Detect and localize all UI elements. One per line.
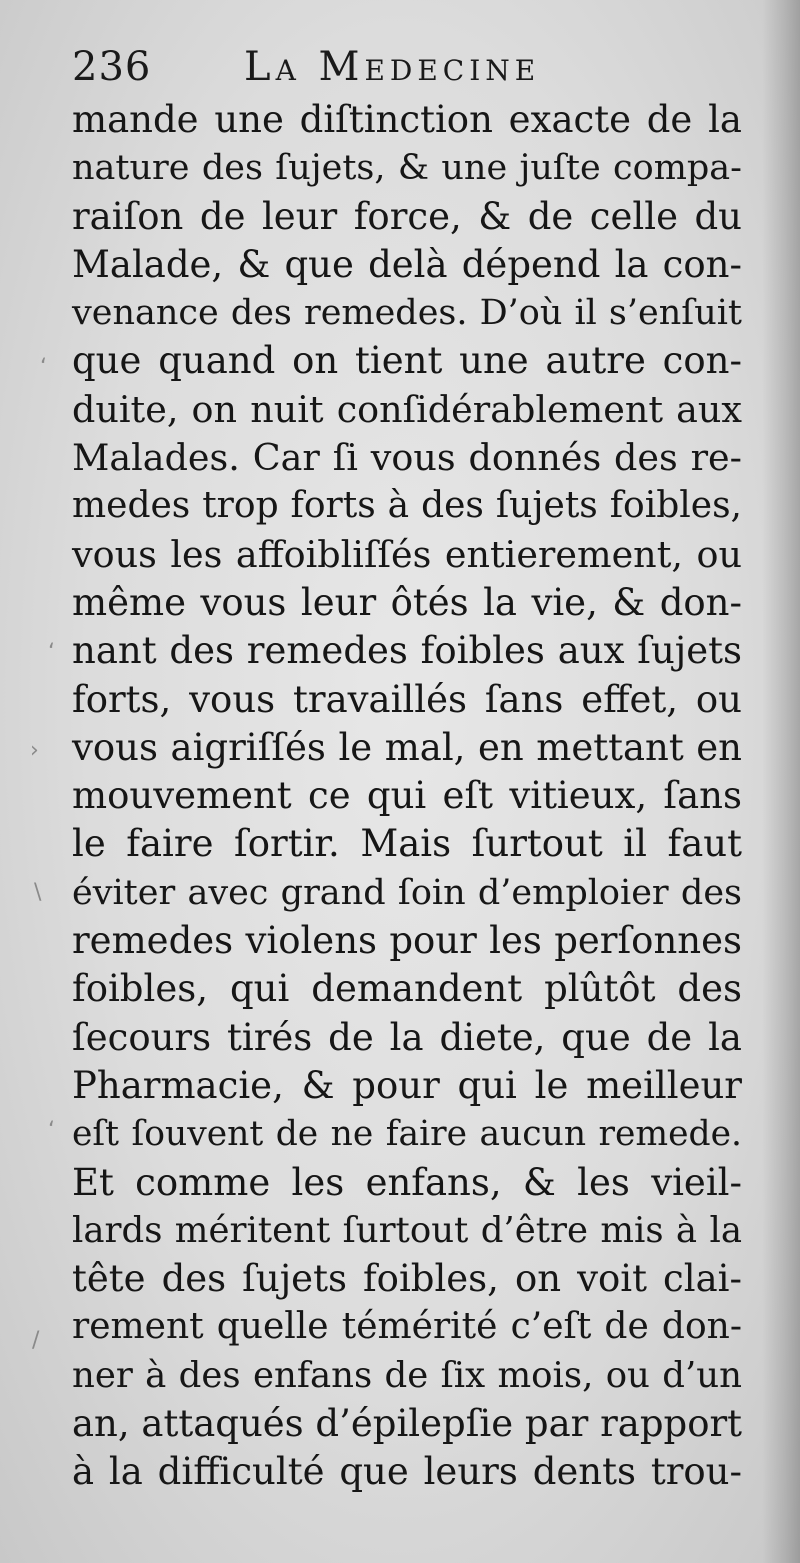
text-line: forts, vous travaillés ſans effet, ou — [72, 677, 742, 721]
text-line: tête des ſujets foibles, on voit clai- — [72, 1257, 742, 1301]
text-line: rement quelle témérité c’eſt de don- — [72, 1306, 742, 1348]
text-line: le faire ſortir. Mais ſurtout il faut — [72, 822, 742, 866]
text-line: même vous leur ôtés la vie, & don- — [72, 580, 742, 624]
text-line: medes trop forts à des ſujets foibles, — [72, 485, 742, 527]
margin-mark: › — [30, 738, 39, 763]
text-line: Malades. Car ſi vous donnés des re- — [72, 436, 742, 480]
text-line: raiſon de leur force, & de celle du — [72, 194, 742, 238]
text-line: nature des ſujets, & une juſte compa- — [72, 148, 742, 189]
text-line: nant des remedes foibles aux ſujets — [72, 629, 742, 673]
text-line: mande une diſtinction exacte de la — [72, 98, 742, 141]
margin-mark: \ — [34, 880, 42, 905]
text-line: eſt ſouvent de ne faire aucun remede. — [72, 1114, 742, 1155]
text-line: venance des remedes. D’où il s’enſuit — [72, 293, 742, 334]
text-line: remedes violens pour les perſonnes — [72, 919, 742, 963]
text-line: Et comme les enfans, & les vieil- — [72, 1160, 742, 1204]
page-number: 236 — [72, 44, 152, 90]
running-head: La Medecine — [244, 44, 541, 90]
page-header — [72, 40, 752, 102]
text-line: mouvement ce qui eſt vitieux, ſans — [72, 774, 742, 818]
body-text — [72, 96, 742, 1497]
text-line: foibles, qui demandent plûtôt des — [72, 967, 742, 1011]
text-line: que quand on tient une autre con- — [72, 339, 742, 383]
margin-mark: ‘ — [40, 355, 47, 380]
gutter-shadow — [762, 0, 800, 1563]
text-line: vous les affoibliſſés entierement, ou — [72, 532, 742, 576]
text-line: Malade, & que delà dépend la con- — [72, 242, 742, 286]
text-line: ſecours tirés de la diete, que de la — [72, 1015, 742, 1059]
text-line: à la difficulté que leurs dents trou- — [72, 1450, 742, 1494]
margin-mark: ‘ — [48, 1118, 55, 1143]
margin-mark: ‘ — [48, 640, 55, 665]
text-line: duite, on nuit conſidérablement aux — [72, 387, 742, 431]
text-line: Pharmacie, & pour qui le meilleur — [72, 1063, 742, 1107]
text-line: lards méritent ſurtout d’être mis à la — [72, 1209, 742, 1251]
text-line: éviter avec grand ſoin d’emploier des — [72, 872, 742, 913]
margin-mark: / — [32, 1328, 40, 1353]
text-line: an, attaqués d’épilepſie par rapport — [72, 1402, 743, 1446]
text-line: ner à des enfans de ſix mois, ou d’un — [72, 1354, 742, 1396]
text-line: vous aigriſſés le mal, en mettant en — [72, 725, 742, 769]
